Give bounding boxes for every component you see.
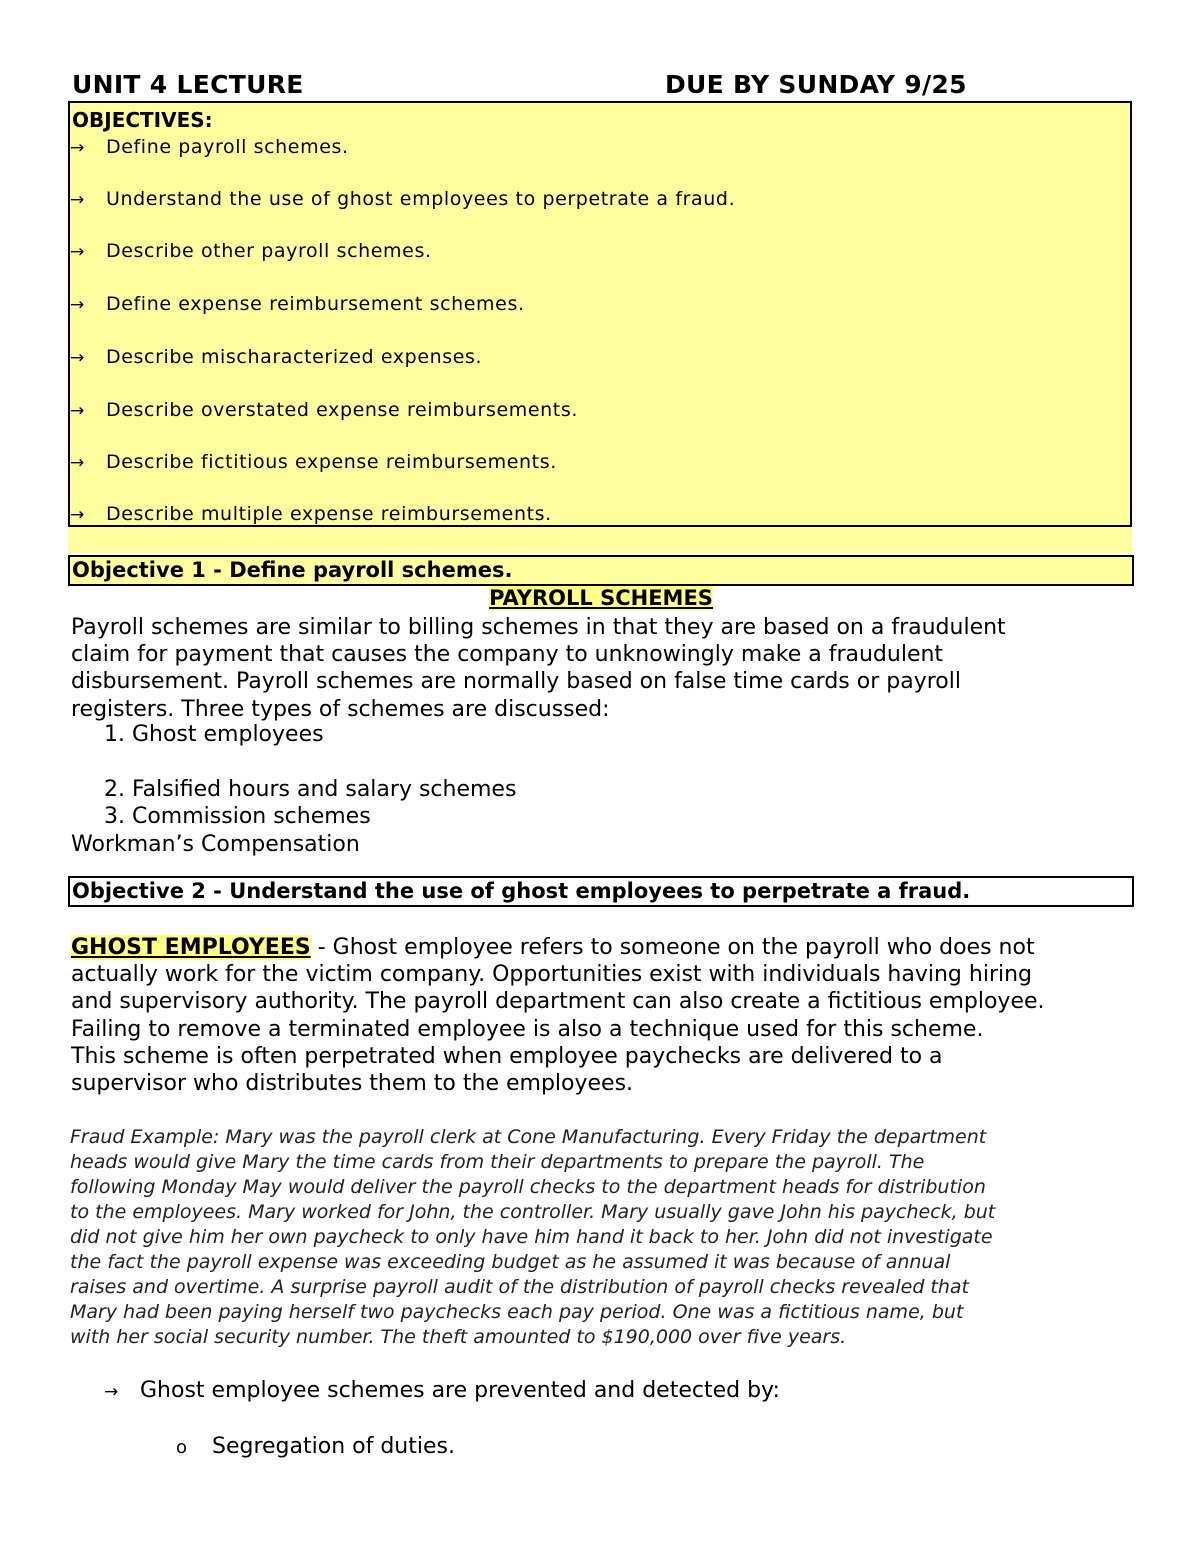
objective2-heading: Objective 2 - Understand the use of ghost employees to perpetrate a fraud. xyxy=(68,876,1134,907)
due-date: DUE BY SUNDAY 9/25 xyxy=(665,70,967,99)
objective-item: → Describe mischaracterized expenses. xyxy=(70,346,483,368)
objective-item: → Define payroll schemes. xyxy=(70,136,349,158)
objectives-title: OBJECTIVES: xyxy=(72,108,213,132)
list-item: 2. Falsified hours and salary schemes xyxy=(104,777,517,802)
workmans-compensation: Workman’s Compensation xyxy=(71,832,360,857)
sub-bullet-segregation: o Segregation of duties. xyxy=(176,1434,455,1459)
objective1-heading: Objective 1 - Define payroll schemes. xyxy=(68,555,1134,586)
payroll-schemes-title: PAYROLL SCHEMES xyxy=(489,586,713,610)
objective-item: → Describe other payroll schemes. xyxy=(70,240,432,262)
objective-item: → Describe multiple expense reimbursements. xyxy=(70,503,552,525)
circle-bullet-icon: o xyxy=(176,1437,188,1458)
arrow-icon: → xyxy=(70,138,85,158)
objective-item: → Define expense reimbursement schemes. xyxy=(70,293,525,315)
arrow-icon: → xyxy=(70,348,85,368)
ghost-paragraph: GHOST EMPLOYEES - Ghost employee refers to someone on the payroll who does not actually work for the victim company. Opportunities exist with individuals having hiring and supervisory authority. The payroll department can also create a fictitious employee. Failing to remove a terminated employee is also a technique used for this scheme. This scheme is often perpetrated when employee paychecks are delivered to a supervisor who distributes them to the employees. xyxy=(71,935,1045,1097)
arrow-icon: → xyxy=(70,190,85,210)
fraud-example: Fraud Example: Mary was the payroll clerk at Cone Manufacturing. Every Friday the department heads would give Mary the time cards from their departments to prepare the payroll. The following Monday May would deliver the payroll checks to the department heads for distribution to the employees. Mary worked for John, the controller. Mary usually gave John his paycheck, but did not give him her own paycheck to only have him hand it back to her. John did not investigate the fact the payroll expense was exceeding budget as he assumed it was because of annual raises and overtime. A surprise payroll audit of the distribution of payroll checks revealed that Mary had been paying herself two paychecks each pay period. One was a fictitious name, but with her social security number. The theft amounted to $190,000 over five years. xyxy=(70,1126,996,1348)
document-header xyxy=(70,70,1132,102)
arrow-icon: → xyxy=(70,295,85,315)
payroll-paragraph: Payroll schemes are similar to billing schemes in that they are based on a fraudulent claim for payment that causes the company to unknowingly make a fraudulent disbursement. Payroll schemes are normally based on false time cards or payroll registers. Three types of schemes are discussed: xyxy=(71,615,1006,722)
arrow-icon: → xyxy=(70,453,85,473)
list-item: 1. Ghost employees xyxy=(104,722,324,747)
objective-item: → Describe overstated expense reimbursements. xyxy=(70,399,578,421)
list-item: 3. Commission schemes xyxy=(104,804,371,829)
unit-title: UNIT 4 LECTURE xyxy=(72,70,304,99)
bullet-prevention: → Ghost employee schemes are prevented and detected by: xyxy=(104,1378,780,1403)
highlight-strip xyxy=(68,527,1132,553)
ghost-employees-label: GHOST EMPLOYEES xyxy=(71,935,311,960)
objective-item: → Understand the use of ghost employees to perpetrate a fraud. xyxy=(70,188,736,210)
objectives-box xyxy=(68,101,1132,527)
arrow-icon: → xyxy=(70,242,85,262)
arrow-icon: → xyxy=(70,505,85,525)
arrow-icon: → xyxy=(70,401,85,421)
arrow-icon: → xyxy=(104,1382,119,1402)
objective-item: → Describe fictitious expense reimbursements. xyxy=(70,451,557,473)
